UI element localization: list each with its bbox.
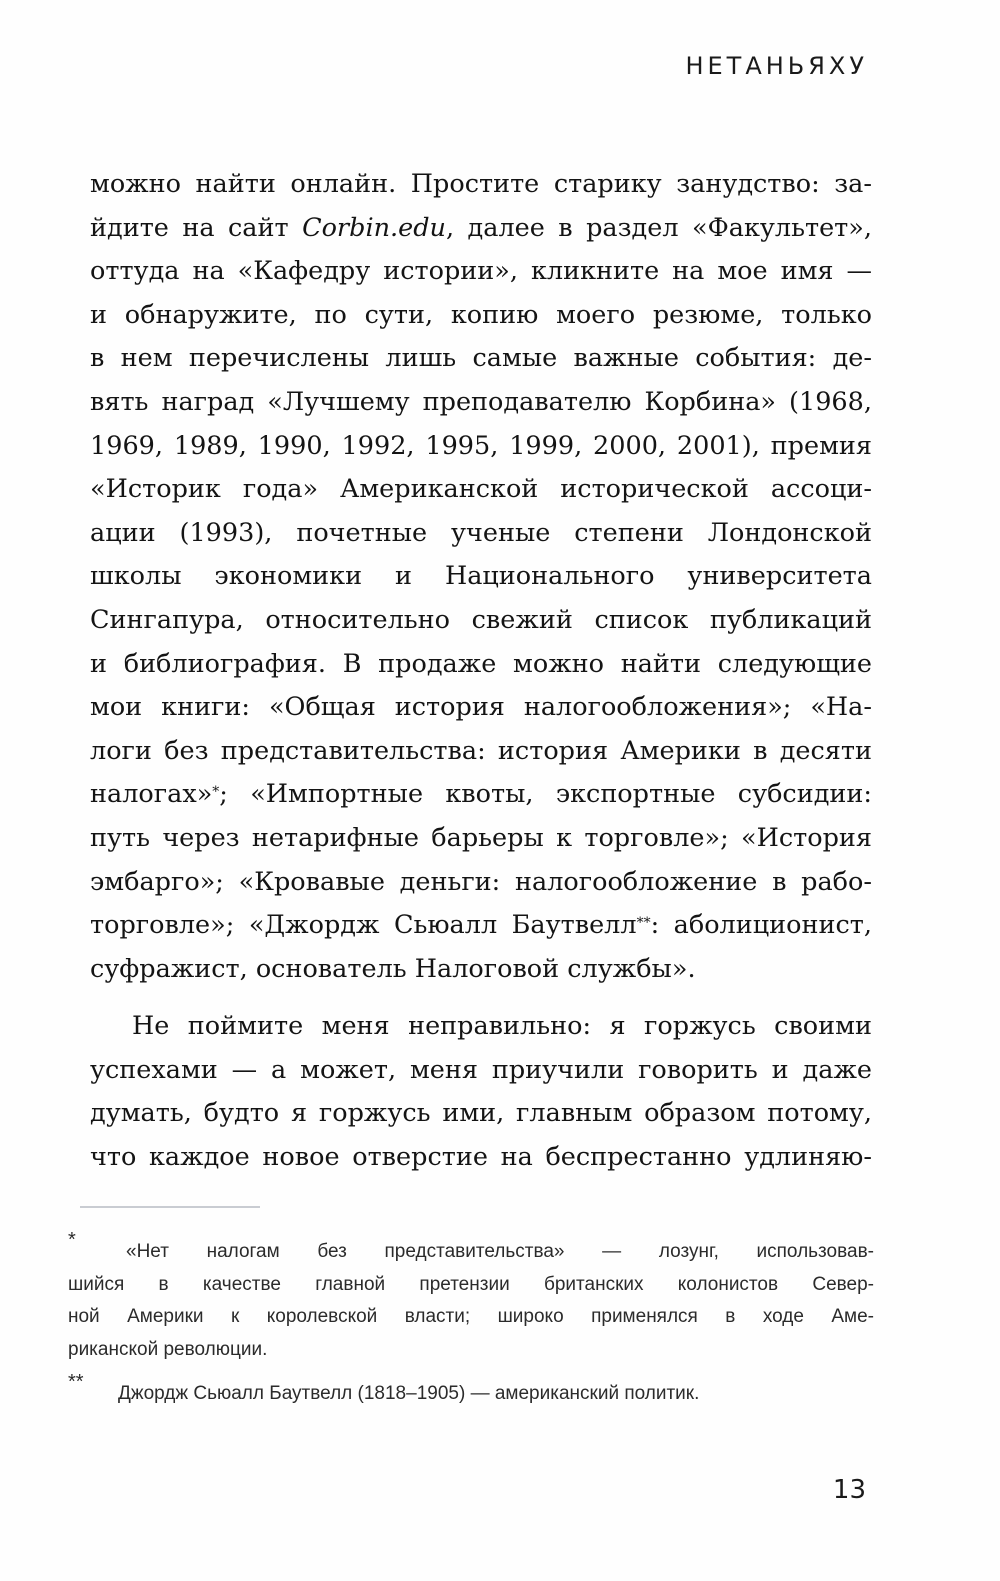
text-line: эмбарго»; «Кровавые деньги: налогообложение в рабо- (90, 866, 872, 897)
text-line: что каждое новое отверстие на беспрестанно удлиняю- (90, 1142, 872, 1173)
text-line: суфражист, основатель Налоговой службы». (90, 953, 696, 984)
text-line: и библиография. В продаже можно найти следующие (90, 648, 872, 679)
footnote-ref-2[interactable]: ** (636, 915, 651, 932)
footnotes (68, 1229, 874, 1411)
text-line (90, 207, 872, 251)
text-line (90, 773, 872, 817)
text-line: думать, будто я горжусь ими, главным образом потому, (90, 1098, 872, 1129)
text-line: 1969, 1989, 1990, 1992, 1995, 1999, 2000, 2001), премия (90, 430, 872, 461)
text-fragment: йдите на сайт (90, 212, 303, 243)
paragraph (90, 1005, 872, 1179)
text-line: «Историк года» Американской исторической ассоци- (90, 474, 872, 505)
footnote (68, 1371, 874, 1411)
text-fragment: торговле»; «Джордж Сьюалл Баутвелл (90, 910, 637, 941)
text-fragment: ; «Импортные квоты, экспортные субсидии: (219, 779, 872, 810)
footnote-separator (80, 1206, 260, 1208)
text-fragment: налогах» (90, 779, 213, 810)
footnote-line: шийся в качестве главной претензии британских колонистов Север- (68, 1273, 874, 1295)
text-line: успехами — а может, меня приучили говорить и даже (90, 1054, 872, 1085)
text-line: ации (1993), почетные ученые степени Лондонской (90, 517, 872, 548)
text-fragment: , далее в раздел «Факультет», (445, 212, 872, 243)
footnote-ref-1[interactable]: * (212, 784, 220, 801)
text-line: мои книги: «Общая история налогообложения»; «На- (90, 692, 872, 723)
text-line (90, 904, 872, 948)
main-text (90, 163, 872, 1180)
footnote-marker: * (68, 1229, 76, 1251)
footnote-line: ной Америки к королевской власти; широко применялся в ходе Аме- (68, 1306, 874, 1327)
text-line: в нем перечислены лишь самые важные события: де- (90, 343, 872, 374)
footnote-line: риканской революции. (68, 1338, 268, 1360)
footnote-marker: ** (68, 1371, 84, 1393)
text-line: логи без представительства: история Америки в десяти (90, 735, 872, 766)
text-line: школы экономики и Национального университета (90, 561, 872, 592)
running-header-title: НЕТАНЬЯХУ (685, 52, 868, 80)
footnote-line: Джордж Сьюалл Баутвелл (1818–1905) — американский политик. (118, 1383, 700, 1404)
text-fragment: : аболиционист, (650, 910, 872, 941)
text-line: вять наград «Лучшему преподавателю Корбина» (1968, (90, 386, 872, 417)
footnote (68, 1229, 874, 1366)
text-line: Сингапура, относительно свежий список публикаций (90, 604, 872, 635)
text-line: оттуда на «Кафедру истории», кликните на мое имя — (90, 256, 872, 287)
text-line: можно найти онлайн. Простите старику занудство: за- (90, 169, 872, 199)
website-name: Corbin.edu (302, 212, 446, 243)
footnote-line: «Нет налогам без представительства» — лозунг, использовав- (126, 1241, 874, 1262)
text-line: путь через нетарифные барьеры к торговле»; «История (90, 822, 872, 853)
page-number: 13 (832, 1475, 866, 1505)
paragraph (90, 163, 872, 991)
text-line: и обнаружите, по сути, копию моего резюме, только (90, 299, 872, 330)
text-line: Не поймите меня неправильно: я горжусь своими (132, 1011, 872, 1042)
